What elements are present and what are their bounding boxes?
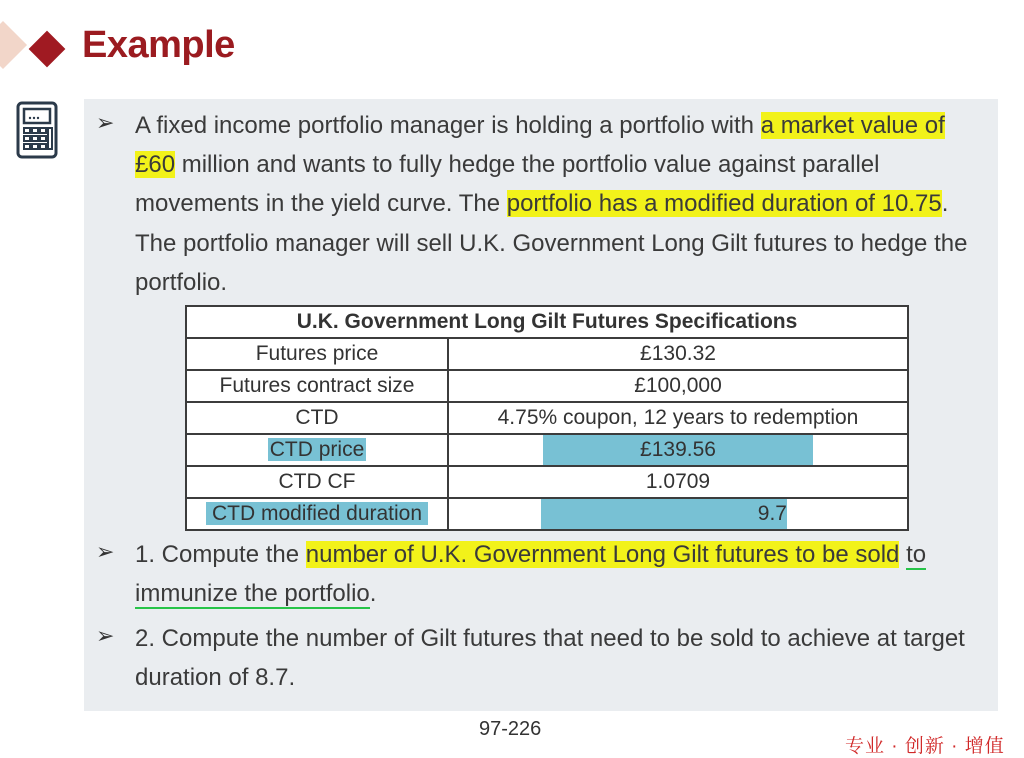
intro-text-1: A fixed income portfolio manager is holding a portfolio with [135, 112, 761, 139]
footer-slogan: 专业 · 创新 · 增值 [845, 736, 1005, 757]
highlight-ctd-price-label: CTD price [269, 438, 365, 461]
table-row [186, 338, 908, 370]
table-row [186, 370, 908, 402]
table-cell-label: CTD CF [186, 466, 448, 498]
table-row [186, 434, 908, 466]
table-cell-value [448, 434, 908, 466]
table-cell-label: CTD [186, 402, 448, 434]
table-row [186, 402, 908, 434]
page-number: 97-226 [479, 718, 542, 740]
diamond-decoration-light [0, 21, 27, 69]
table-cell-label: Futures price [186, 338, 448, 370]
table-cell-label: Futures contract size [186, 370, 448, 402]
table-cell-label [186, 498, 448, 530]
table-title-row [186, 306, 908, 338]
table-cell-value: £100,000 [448, 370, 908, 402]
highlight-ctd-price-value: £139.56 [543, 435, 813, 465]
calculator-icon [16, 101, 58, 159]
table-cell-label [186, 434, 448, 466]
bullet-arrow-icon: ➢ [96, 110, 115, 135]
table-cell-value [448, 498, 908, 530]
table-row [186, 466, 908, 498]
q1-text-1: 1. Compute the [135, 541, 306, 568]
table-cell-value: 1.0709 [448, 466, 908, 498]
highlight-ctd-duration-value [541, 499, 787, 529]
ctd-duration-value-text: 9.7 [757, 502, 787, 525]
intro-paragraph [135, 106, 985, 302]
highlight-ctd-duration-label: CTD modified duration [206, 502, 428, 525]
table-title: U.K. Government Long Gilt Futures Specifications [186, 306, 908, 338]
diamond-decoration-dark [29, 31, 66, 68]
highlight-market-value: a market value of £60 [135, 112, 945, 179]
table-cell-value: £130.32 [448, 338, 908, 370]
page-title: Example [82, 24, 235, 66]
underline-immunize: to immunize the portfolio [135, 541, 927, 608]
table-row [186, 498, 908, 530]
intro-text-2: million and wants to fully hedge the portfolio value against parallel movements in the yield curve. The [135, 151, 880, 218]
highlight-futures-to-sell: number of U.K. Government Long Gilt futures to be sold [305, 541, 900, 568]
futures-spec-table [185, 305, 909, 531]
bullet-arrow-icon: ➢ [96, 539, 115, 564]
header [0, 20, 400, 80]
bullet-arrow-icon: ➢ [96, 623, 115, 648]
question-2: 2. Compute the number of Gilt futures that need to be sold to achieve at target duration of 8.7. [135, 625, 965, 692]
highlight-modified-duration: portfolio has a modified duration of 10.75 [506, 190, 942, 218]
question-1 [135, 535, 985, 613]
q1-text-3: . [369, 580, 377, 608]
intro-text-3: . The portfolio manager will sell U.K. Government Long Gilt futures to hedge the portfolio. [135, 190, 968, 296]
table-cell-value: 4.75% coupon, 12 years to redemption [448, 402, 908, 434]
